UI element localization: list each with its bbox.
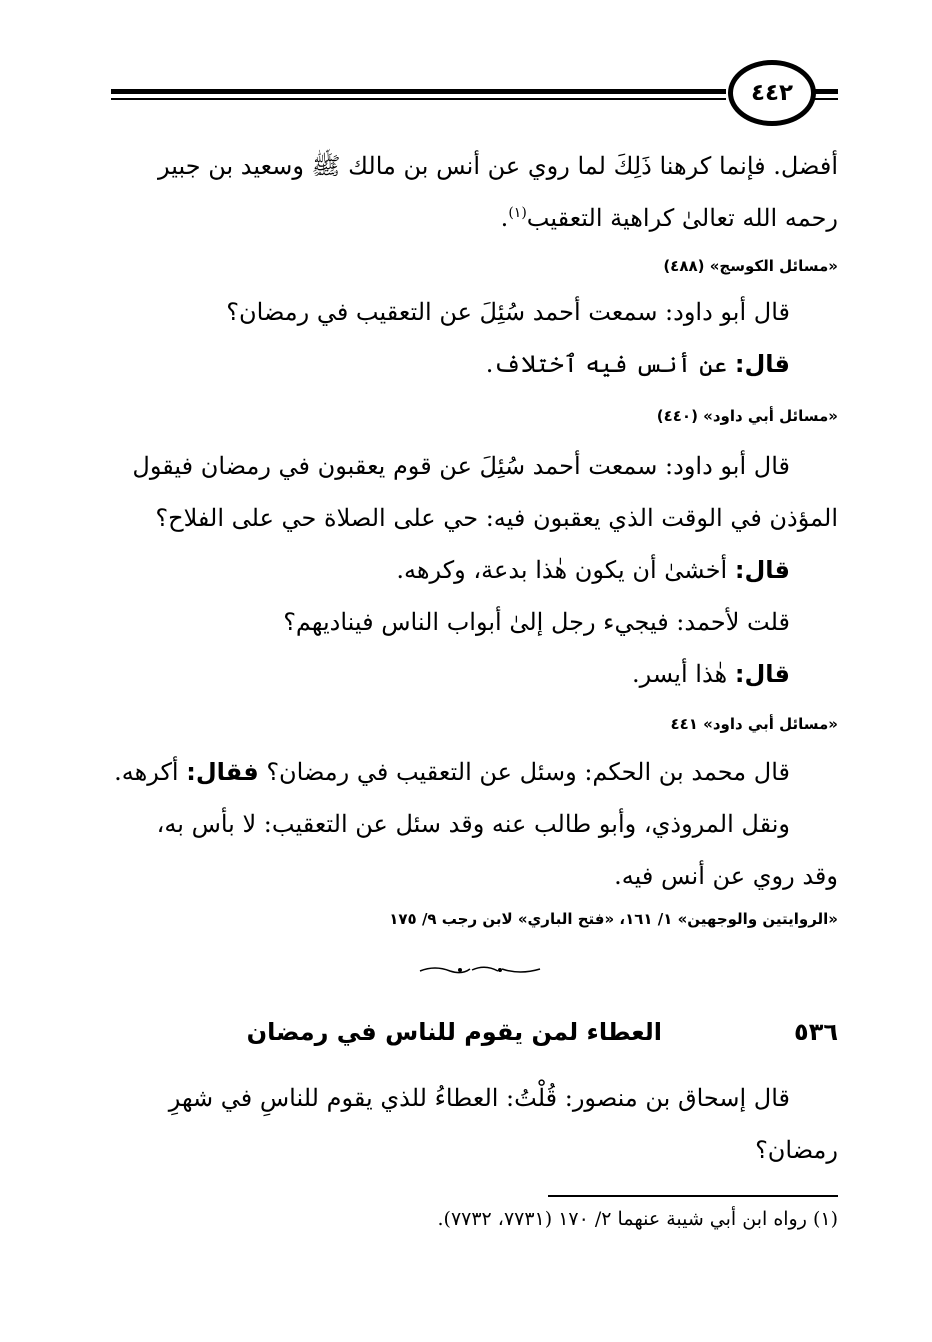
answer-3 (112, 648, 838, 700)
section-number: ٥٣٦ (794, 1018, 838, 1046)
block-4-line-1-post: أكرهه. (114, 758, 179, 786)
paragraph-1 (112, 140, 838, 244)
block-5-line-2: رمضان؟ (755, 1136, 838, 1164)
ornament-divider (410, 963, 550, 977)
paragraph-1-line-2 (112, 192, 838, 244)
answer-text: هٰذا أيسر. (632, 660, 728, 688)
header-rule-thick (111, 89, 726, 94)
block-5 (112, 1072, 838, 1176)
header-rule-right (814, 89, 838, 94)
question-3: قلت لأحمد: فيجيء رجل إلىٰ أبواب الناس فيناديهم؟ (283, 608, 790, 636)
block-4-line-1 (112, 746, 838, 798)
said-label: فقال: (186, 758, 259, 786)
block-4-line-3: وقد روي عن أنس فيه. (614, 862, 838, 890)
answer-label: قال: (734, 660, 790, 688)
question-2-line-1: قال أبو داود: سمعت أحمد سُئِلَ عن قوم يعقبون في رمضان فيقول (132, 452, 790, 480)
page-header (110, 60, 838, 140)
answer-2 (112, 544, 838, 596)
source-citation-3: «مسائل أبي داود» ٤٤١ (670, 715, 838, 733)
header-rule-thin (111, 98, 726, 100)
source-citation-2: «مسائل أبي داود» (٤٤٠) (656, 407, 838, 425)
block-3 (112, 440, 838, 700)
footnote-rule (548, 1195, 838, 1197)
page-number: ٤٤٢ (750, 80, 794, 106)
header-rule-right-thin (814, 98, 838, 100)
paragraph-1-line-2-end: . (500, 204, 509, 232)
answer-text: عن أنس فيه ٱختلاف. (485, 350, 728, 378)
answer-label: قال: (734, 350, 790, 378)
source-citation-1: «مسائل الكوسج» (٤٨٨) (663, 257, 838, 275)
section-heading (112, 1018, 838, 1058)
section-title: العطاء لمن يقوم للناس في رمضان (246, 1018, 662, 1046)
question-2-line-2: المؤذن في الوقت الذي يعقبون فيه: حي على الصلاة حي على الفلاح؟ (155, 504, 838, 532)
answer-1 (112, 338, 838, 390)
footnote: (١) رواه ابن أبي شيبة عنهما ٢/ ١٧٠ (٧٧٣١، ٧٧٣٢). (437, 1208, 838, 1230)
block-4-line-2: ونقل المروذي، وأبو طالب عنه وقد سئل عن التعقيب: لا بأس به، (156, 810, 790, 838)
question-1: قال أبو داود: سمعت أحمد سُئِلَ عن التعقيب في رمضان؟ (226, 298, 790, 326)
footnote-ref[interactable]: (١) (508, 205, 527, 221)
answer-text: أخشىٰ أن يكون هٰذا بدعة، وكرهه. (396, 556, 728, 584)
paragraph-1-line-1: أفضل. فإنما كرهنا ذَلِكَ لما روي عن أنس بن مالك ﷺ وسعيد بن جبير (158, 152, 838, 180)
paragraph-1-line-2-text: رحمه الله تعالىٰ كراهية التعقيب (526, 204, 838, 232)
block-4 (112, 746, 838, 902)
answer-label: قال: (734, 556, 790, 584)
source-citation-4: «الروايتين والوجهين» ١/ ١٦١، «فتح الباري» لابن رجب ٩/ ١٧٥ (389, 910, 838, 928)
block-5-line-1: قال إسحاق بن منصور: قُلْتُ: العطاءُ للذي يقوم للناسِ في شهرِ (168, 1084, 790, 1112)
page-number-badge (728, 60, 816, 126)
block-2 (112, 286, 838, 390)
block-4-line-1-pre: قال محمد بن الحكم: وسئل عن التعقيب في رمضان؟ (266, 758, 790, 786)
